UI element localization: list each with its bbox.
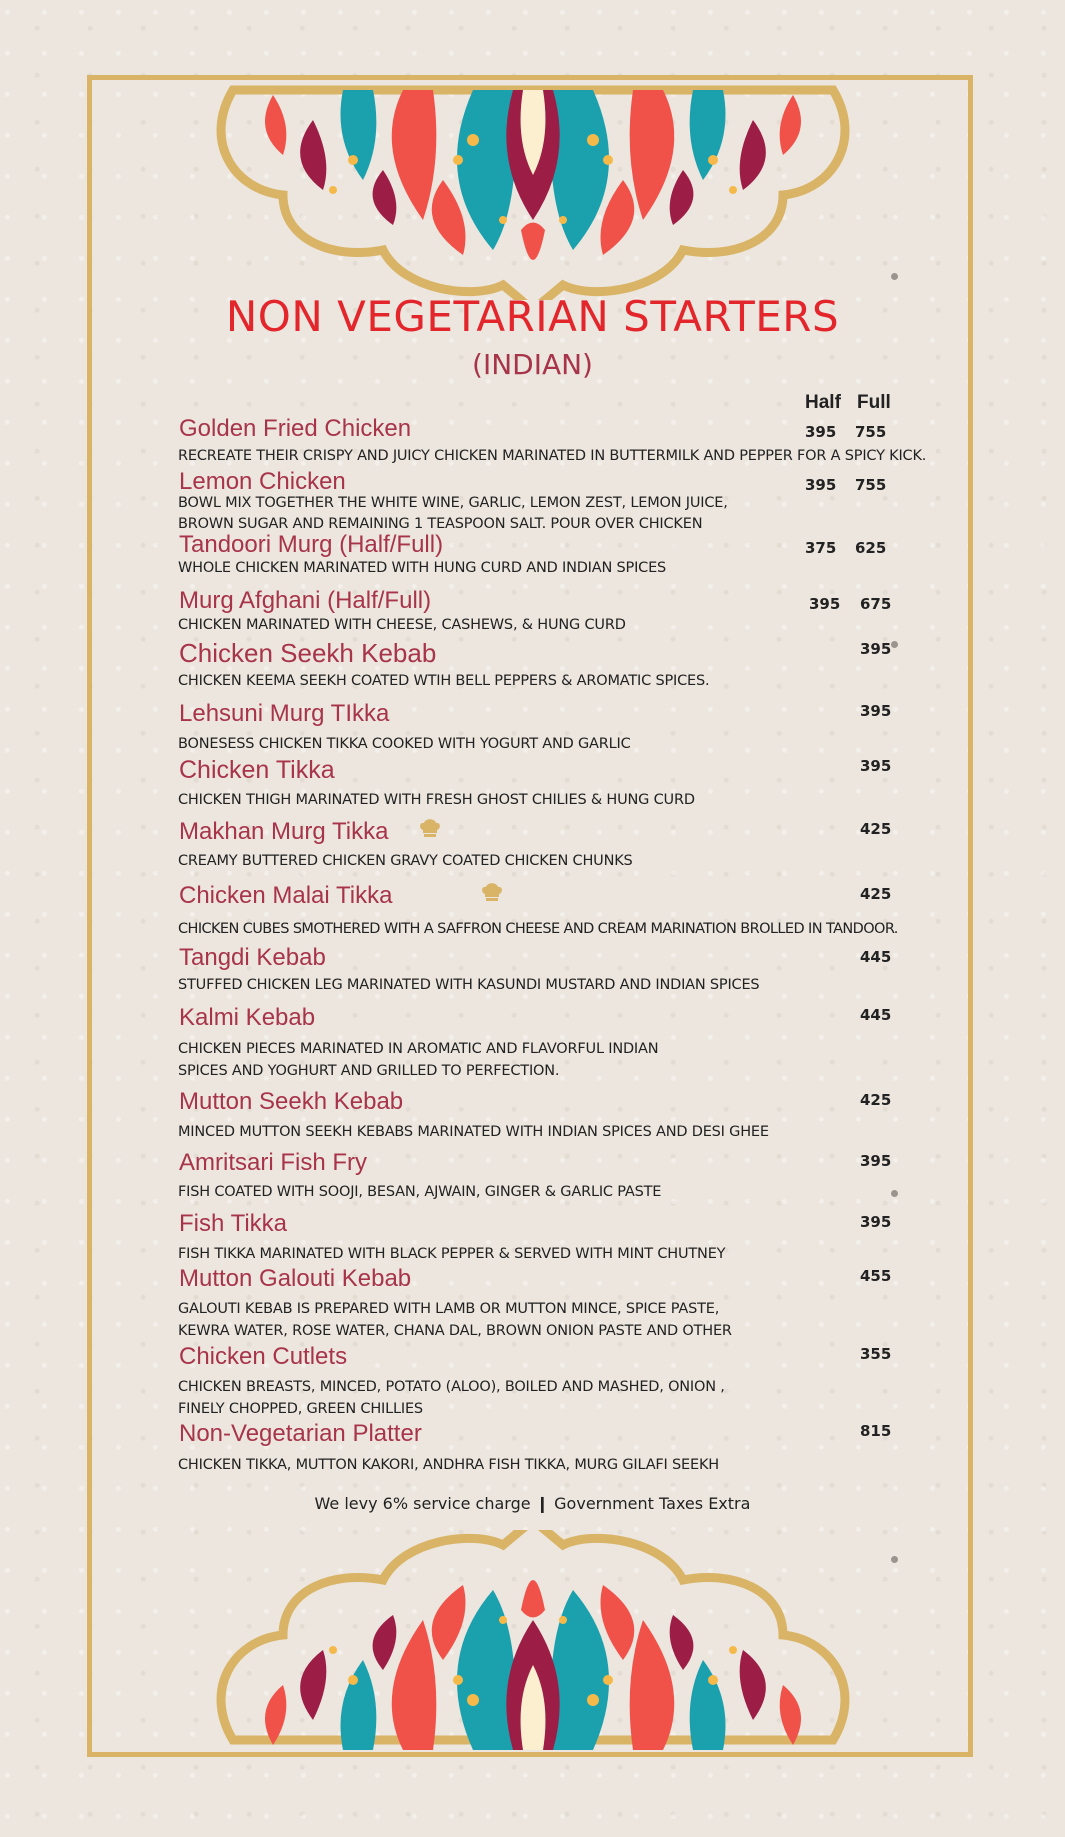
column-header-full: Full bbox=[857, 392, 891, 413]
item-name: Mutton Galouti Kebab bbox=[179, 1265, 412, 1292]
item-description: MINCED MUTTON SEEKH KEBABS MARINATED WITH INDIAN SPICES AND DESI GHEE bbox=[178, 1124, 769, 1140]
chef-hat-icon bbox=[480, 880, 504, 904]
item-name: Makhan Murg Tikka bbox=[179, 818, 389, 845]
item-description: CHICKEN KEEMA SEEKH COATED WTIH BELL PEPPERS & AROMATIC SPICES. bbox=[178, 673, 710, 689]
price: 445 bbox=[860, 948, 892, 966]
item-name: Tangdi Kebab bbox=[179, 944, 326, 971]
price: 445 bbox=[860, 1006, 892, 1024]
price: 815 bbox=[860, 1422, 892, 1440]
item-description: KEWRA WATER, ROSE WATER, CHANA DAL, BROWN ONION PASTE AND OTHER bbox=[178, 1323, 732, 1339]
item-description: CHICKEN PIECES MARINATED IN AROMATIC AND FLAVORFUL INDIAN bbox=[178, 1041, 659, 1057]
item-name: Kalmi Kebab bbox=[179, 1004, 316, 1031]
mandala-bottom-ornament bbox=[183, 1530, 883, 1755]
item-name: Tandoori Murg (Half/Full) bbox=[179, 531, 444, 558]
item-name: Murg Afghani (Half/Full) bbox=[179, 587, 432, 614]
paper-speck bbox=[891, 641, 898, 648]
price: 455 bbox=[860, 1267, 892, 1285]
paper-speck bbox=[891, 1190, 898, 1197]
price-half: 395 bbox=[805, 476, 837, 494]
price: 425 bbox=[860, 820, 892, 838]
service-charge-note: We levy 6% service charge ❙ Government Taxes Extra bbox=[314, 1494, 751, 1513]
item-description: WHOLE CHICKEN MARINATED WITH HUNG CURD AND INDIAN SPICES bbox=[178, 560, 667, 576]
item-name: Chicken Seekh Kebab bbox=[179, 638, 437, 668]
item-description: CHICKEN CUBES SMOTHERED WITH A SAFFRON CHEESE AND CREAM MARINATION BROLLED IN TANDOOR. bbox=[178, 921, 898, 937]
price: 395 bbox=[860, 640, 892, 658]
item-name: Chicken Cutlets bbox=[179, 1343, 348, 1370]
item-description: CHICKEN MARINATED WITH CHEESE, CASHEWS, & HUNG CURD bbox=[178, 617, 626, 633]
item-name: Lemon Chicken bbox=[179, 468, 346, 495]
item-description: FINELY CHOPPED, GREEN CHILLIES bbox=[178, 1401, 423, 1417]
item-description: CHICKEN BREASTS, MINCED, POTATO (ALOO), BOILED AND MASHED, ONION , bbox=[178, 1379, 725, 1395]
item-name: Fish Tikka bbox=[179, 1210, 288, 1237]
item-name: Amritsari Fish Fry bbox=[179, 1149, 367, 1176]
price-full: 755 bbox=[855, 423, 887, 441]
item-name: Lehsuni Murg TIkka bbox=[179, 700, 390, 727]
price: 395 bbox=[860, 757, 892, 775]
item-description: BOWL MIX TOGETHER THE WHITE WINE, GARLIC, LEMON ZEST, LEMON JUICE, bbox=[178, 495, 728, 511]
item-description: FISH TIKKA MARINATED WITH BLACK PEPPER & SERVED WITH MINT CHUTNEY bbox=[178, 1246, 726, 1262]
price-full: 625 bbox=[855, 539, 887, 557]
item-description: CREAMY BUTTERED CHICKEN GRAVY COATED CHICKEN CHUNKS bbox=[178, 853, 633, 869]
price: 395 bbox=[860, 702, 892, 720]
price: 395 bbox=[860, 1213, 892, 1231]
item-name: Chicken Malai Tikka bbox=[179, 882, 393, 909]
price-half: 375 bbox=[805, 539, 837, 557]
item-description: BONESESS CHICKEN TIKKA COOKED WITH YOGURT AND GARLIC bbox=[178, 736, 631, 752]
item-description: CHICKEN TIKKA, MUTTON KAKORI, ANDHRA FISH TIKKA, MURG GILAFI SEEKH bbox=[178, 1457, 719, 1473]
item-name: Chicken Tikka bbox=[179, 756, 335, 784]
item-description: CHICKEN THIGH MARINATED WITH FRESH GHOST CHILIES & HUNG CURD bbox=[178, 792, 695, 808]
price-half: 395 bbox=[809, 595, 841, 613]
price-full: 675 bbox=[860, 595, 892, 613]
item-name: Mutton Seekh Kebab bbox=[179, 1088, 404, 1115]
menu-subtitle: (INDIAN) bbox=[472, 348, 593, 381]
item-description: FISH COATED WITH SOOJI, BESAN, AJWAIN, GINGER & GARLIC PASTE bbox=[178, 1184, 662, 1200]
paper-speck bbox=[891, 273, 898, 280]
price: 355 bbox=[860, 1345, 892, 1363]
price-full: 755 bbox=[855, 476, 887, 494]
price: 425 bbox=[860, 885, 892, 903]
column-header-half: Half bbox=[805, 392, 841, 413]
menu-title: NON VEGETARIAN STARTERS bbox=[225, 292, 840, 341]
price-half: 395 bbox=[805, 423, 837, 441]
item-name: Non-Vegetarian Platter bbox=[179, 1420, 422, 1447]
item-description: SPICES AND YOGHURT AND GRILLED TO PERFECTION. bbox=[178, 1063, 560, 1079]
price: 425 bbox=[860, 1091, 892, 1109]
item-description: GALOUTI KEBAB IS PREPARED WITH LAMB OR MUTTON MINCE, SPICE PASTE, bbox=[178, 1301, 720, 1317]
paper-speck bbox=[891, 1556, 898, 1563]
mandala-top-ornament bbox=[183, 80, 883, 300]
item-description: RECREATE THEIR CRISPY AND JUICY CHICKEN MARINATED IN BUTTERMILK AND PEPPER FOR A SPICY KICK. bbox=[178, 448, 927, 464]
chef-hat-icon bbox=[418, 816, 442, 840]
price: 395 bbox=[860, 1152, 892, 1170]
item-description: BROWN SUGAR AND REMAINING 1 TEASPOON SALT. POUR OVER CHICKEN bbox=[178, 516, 703, 532]
item-description: STUFFED CHICKEN LEG MARINATED WITH KASUNDI MUSTARD AND INDIAN SPICES bbox=[178, 977, 760, 993]
item-name: Golden Fried Chicken bbox=[179, 415, 412, 442]
